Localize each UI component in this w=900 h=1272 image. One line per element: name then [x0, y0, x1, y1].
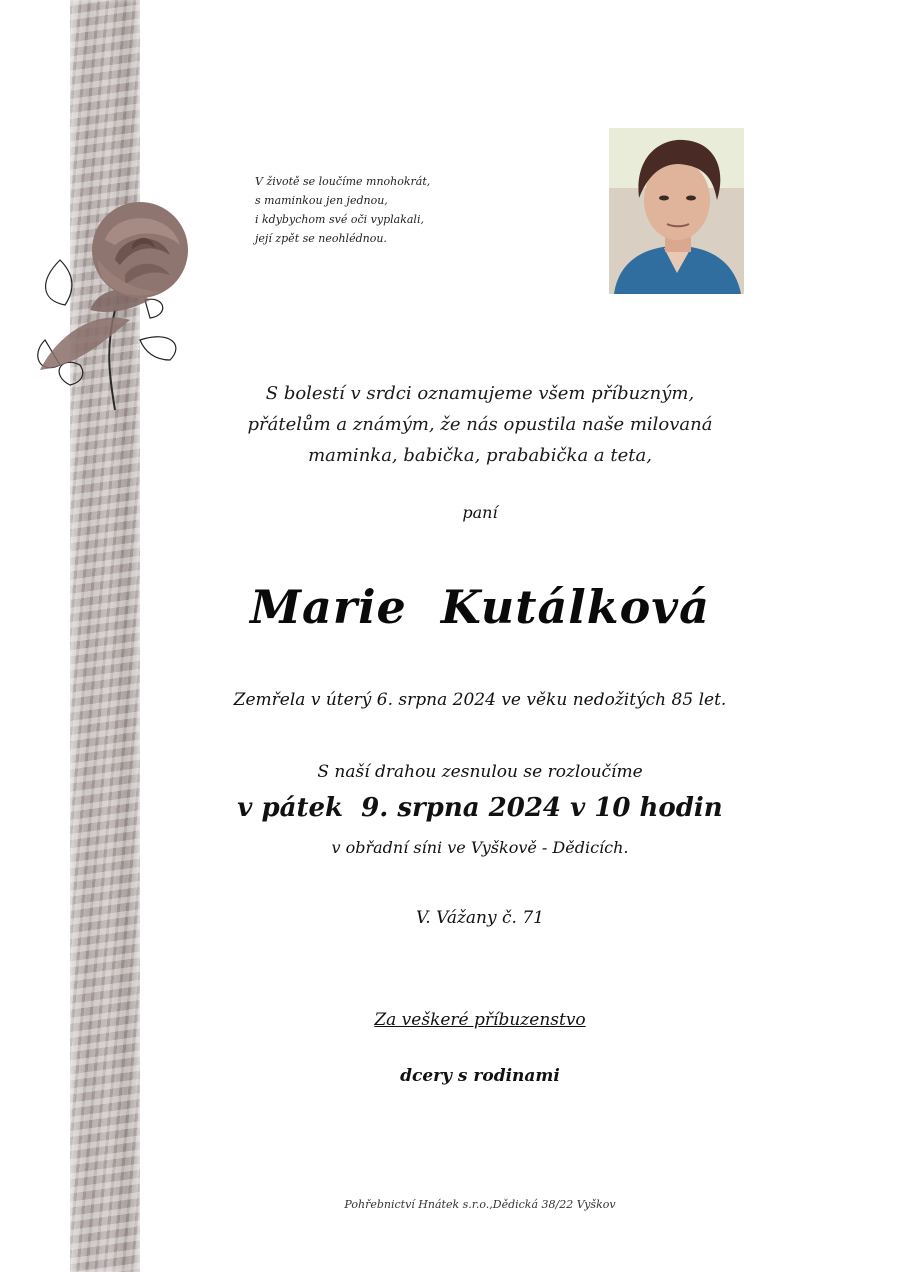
- farewell-datetime: v pátek 9. srpna 2024 v 10 hodin: [237, 793, 723, 823]
- farewell-intro: S naší drahou zesnulou se rozloučíme: [317, 762, 643, 782]
- poem: [255, 172, 535, 248]
- portrait-photo: [609, 128, 744, 294]
- death-notice: Zemřela v úterý 6. srpna 2024 ve věku nedožitých 85 let.: [233, 690, 727, 710]
- intro-line: S bolestí v srdci oznamujeme všem příbuzným,: [265, 383, 695, 404]
- announcement-intro: [140, 378, 820, 471]
- poem-line: V životě se loučíme mnohokrát,: [255, 175, 431, 188]
- poem-line: její zpět se neohlédnou.: [255, 232, 387, 245]
- intro-line: přátelům a známým, že nás opustila naše milovaná: [247, 414, 713, 435]
- family-label: Za veškeré příbuzenstvo: [374, 1010, 586, 1030]
- title-prefix: paní: [462, 503, 498, 522]
- poem-line: i kdybychom své oči vyplakali,: [255, 213, 424, 226]
- funeral-home-footer: Pohřebnictví Hnátek s.r.o.,Dědická 38/22 Vyškov: [344, 1198, 616, 1211]
- farewell-location: v obřadní síni ve Vyškově - Dědicích.: [331, 838, 629, 857]
- intro-line: maminka, babička, prababička a teta,: [308, 445, 652, 466]
- poem-line: s maminkou jen jednou,: [255, 194, 388, 207]
- deceased-name: Marie Kutálková: [250, 580, 710, 634]
- signed-by: dcery s rodinami: [400, 1066, 560, 1086]
- address: V. Vážany č. 71: [416, 908, 544, 928]
